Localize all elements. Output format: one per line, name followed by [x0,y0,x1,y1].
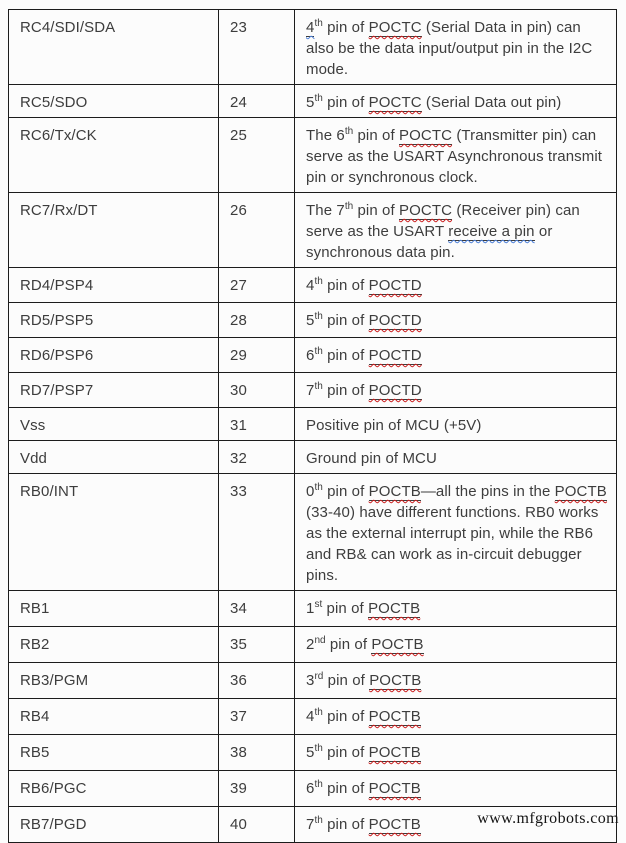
ordinal-superscript: th [314,707,323,718]
pin-desc-cell: 4th pin of POCTB [295,699,617,735]
misspelled-word: POCTB [368,744,421,761]
pin-name-cell: RC4/SDI/SDA [9,10,219,85]
pin-number-cell: 35 [219,627,295,663]
ordinal-superscript: th [314,779,323,790]
ordinal-superscript: th [314,381,323,392]
misspelled-word: POCTD [368,382,422,399]
pin-number-cell: 24 [219,85,295,118]
table-row [9,699,617,735]
pin-desc-cell: 7th pin of POCTD [295,373,617,408]
pin-number-cell: 36 [219,663,295,699]
pin-number-cell: 30 [219,373,295,408]
pin-number-cell: 27 [219,268,295,303]
table-row [9,474,617,591]
ordinal-superscript: th [314,276,323,287]
pin-desc-cell: Ground pin of MCU [295,441,617,474]
pin-number-cell: 25 [219,118,295,193]
pin-number-cell: 39 [219,771,295,807]
pin-desc-cell: 3rd pin of POCTB [295,663,617,699]
pin-desc-cell: 4th pin of POCTD [295,268,617,303]
misspelled-word: POCTB [368,600,421,617]
table-row [9,441,617,474]
pin-name-cell: RB3/PGM [9,663,219,699]
pin-desc-cell: 0th pin of POCTB—all the pins in the POCTB (33-40) have different functions. RB0 works as the external interrupt pin, while the RB6 and RB& can work as in-circuit debugger pins. [295,474,617,591]
pin-number-cell: 32 [219,441,295,474]
ordinal-superscript: th [344,126,354,137]
grammar-marked-text: receive a pin [448,223,535,240]
pin-desc-cell: 1st pin of POCTB [295,591,617,627]
ordinal-superscript: th [314,743,323,754]
pin-name-cell: RB1 [9,591,219,627]
pin-name-cell: RB6/PGC [9,771,219,807]
pin-name-cell: RC5/SDO [9,85,219,118]
ordinal-superscript: th [314,93,323,104]
table-row [9,193,617,268]
ordinal-superscript: th [314,346,323,357]
table-row [9,663,617,699]
table-row [9,591,617,627]
misspelled-word: POCTD [368,277,422,294]
misspelled-word: POCTB [371,636,424,653]
misspelled-word: POCTC [399,127,453,144]
pin-number-cell: 34 [219,591,295,627]
misspelled-word: POCTC [368,19,422,36]
pin-desc-cell: 6th pin of POCTB [295,771,617,807]
ordinal-superscript: th [314,311,323,322]
ordinal-superscript: th [314,815,323,826]
ordinal-superscript: st [314,599,323,610]
table-row [9,408,617,441]
misspelled-word: POCTB [368,816,421,833]
pin-number-cell: 40 [219,807,295,843]
ordinal-superscript: th [314,482,323,493]
ordinal-superscript: th [314,18,323,29]
pin-number-cell: 26 [219,193,295,268]
pin-name-cell: RB5 [9,735,219,771]
pin-name-cell: RD4/PSP4 [9,268,219,303]
pin-desc-cell: 2nd pin of POCTB [295,627,617,663]
pin-number-cell: 37 [219,699,295,735]
misspelled-word: POCTB [554,483,607,500]
pin-number-cell: 23 [219,10,295,85]
pin-name-cell: RD5/PSP5 [9,303,219,338]
pin-desc-cell: 4th pin of POCTC (Serial Data in pin) can also be the data input/output pin in the I2C mode. [295,10,617,85]
pin-description-table [8,9,617,843]
table-row [9,303,617,338]
misspelled-word: POCTD [368,312,422,329]
misspelled-word: POCTC [368,94,422,111]
ordinal-superscript: rd [314,671,324,682]
table-row [9,85,617,118]
table-row [9,735,617,771]
pin-desc-cell: The 6th pin of POCTC (Transmitter pin) can serve as the USART Asynchronous transmit pin or synchronous clock. [295,118,617,193]
table-row [9,268,617,303]
pin-desc-cell: 6th pin of POCTD [295,338,617,373]
pin-table-body [9,10,617,843]
pin-number-cell: 28 [219,303,295,338]
misspelled-word: POCTD [368,347,422,364]
pin-name-cell: RB4 [9,699,219,735]
pin-name-cell: RD7/PSP7 [9,373,219,408]
pin-name-cell: RB7/PGD [9,807,219,843]
table-row [9,118,617,193]
pin-desc-cell: Positive pin of MCU (+5V) [295,408,617,441]
watermark: www.mfgrobots.com [477,810,619,827]
pin-number-cell: 38 [219,735,295,771]
misspelled-word: POCTC [399,202,453,219]
pin-number-cell: 33 [219,474,295,591]
grammar-marked-text: 4 [306,19,315,36]
misspelled-word: POCTB [368,483,421,500]
table-row [9,338,617,373]
pin-name-cell: RC6/Tx/CK [9,118,219,193]
pin-desc-cell: 5th pin of POCTD [295,303,617,338]
table-row [9,373,617,408]
misspelled-word: POCTB [368,708,421,725]
pin-number-cell: 31 [219,408,295,441]
ordinal-superscript: th [344,201,354,212]
pin-name-cell: RD6/PSP6 [9,338,219,373]
pin-desc-cell: 5th pin of POCTB [295,735,617,771]
table-row [9,627,617,663]
pin-desc-cell: 7th pin of POCTB [295,807,617,843]
pin-name-cell: RB2 [9,627,219,663]
pin-name-cell: Vss [9,408,219,441]
pin-name-cell: RC7/Rx/DT [9,193,219,268]
pin-desc-cell: The 7th pin of POCTC (Receiver pin) can serve as the USART receive a pin or synchronous data pin. [295,193,617,268]
table-row [9,10,617,85]
pin-desc-cell: 5th pin of POCTC (Serial Data out pin) [295,85,617,118]
misspelled-word: POCTB [368,780,421,797]
pin-name-cell: Vdd [9,441,219,474]
pin-name-cell: RB0/INT [9,474,219,591]
table-row [9,771,617,807]
pin-number-cell: 29 [219,338,295,373]
misspelled-word: POCTB [369,672,422,689]
ordinal-superscript: nd [314,635,326,646]
